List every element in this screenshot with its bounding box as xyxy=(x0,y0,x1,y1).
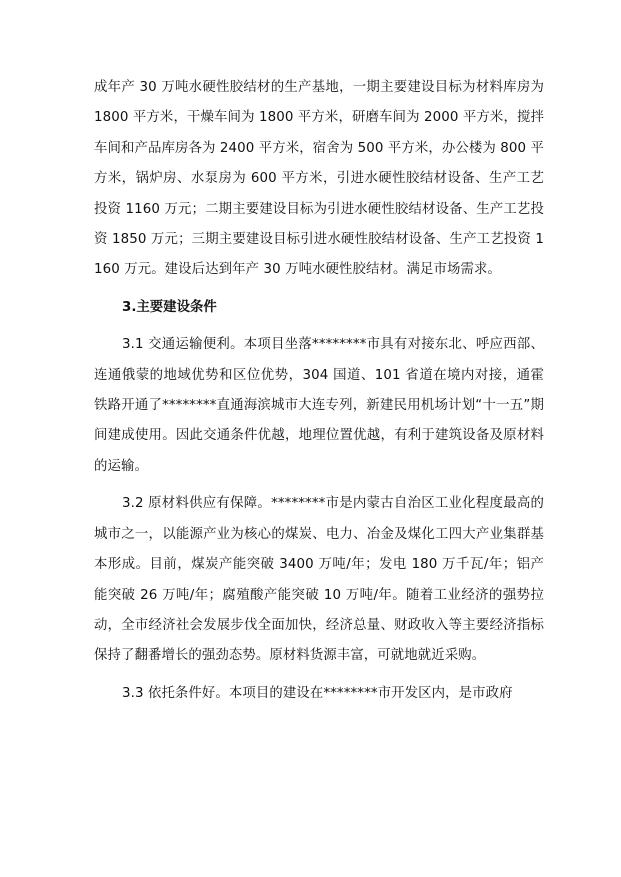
paragraph-gap xyxy=(94,672,544,679)
section-3-3-paragraph: 3.3 依托条件好。本项目的建设在********市开发区内，是市政府 xyxy=(122,685,513,701)
paragraph-gap xyxy=(94,482,544,489)
section-3-1-paragraph: 3.1 交通运输便利。本项目坐落********市具有对接东北、呼应西部、连通俄蒙的地域优势和区位优势，304 国道、101 省道在境内对接，通霍铁路开通了********直通海滨城市大连专列，新建民用机场计划“十一五”期间建成使用。因此交通条件优越，地理位置优越，有利于建筑设备及原材料的运输。 xyxy=(94,337,544,474)
section-heading: 3.主要建设条件 xyxy=(122,299,217,315)
document-body xyxy=(94,73,544,709)
section-3-2-paragraph: 3.2 原材料供应有保障。********市是内蒙古自治区工业化程度最高的城市之一，以能源产业为核心的煤炭、电力、冶金及煤化工四大产业集群基本形成。目前，煤炭产能突破 3400 万吨/年；发电 180 万千瓦/年；铝产能突破 26 万吨/年；腐殖酸产能突破 10 万吨/年。随着工业经济的强势拉动，全市经济社会发展步伐全面加快，经济总量、财政收入等主要经济指标保持了翻番增长的强劲态势。原材料货源丰富，可就地就近采购。 xyxy=(94,496,544,664)
paragraph-gap xyxy=(94,286,544,293)
paragraph-gap xyxy=(94,323,544,330)
intro-paragraph: 成年产 30 万吨水硬性胶结材的生产基地，一期主要建设目标为材料库房为 1800 平方米，干燥车间为 1800 平方米，研磨车间为 2000 平方米，搅拌车间和产品库房各为 2400 平方米，宿舍为 500 平方米，办公楼为 800 平方米，锅炉房、水泵房为 600 平方米，引进水硬性胶结材设备、生产工艺投资 1160 万元；二期主要建设目标为引进水硬性胶结材设备、生产工艺投资 1850 万元；三期主要建设目标引进水硬性胶结材设备、生产工艺投资 1160 万元。建设后达到年产 30 万吨水硬性胶结材。满足市场需求。 xyxy=(94,80,544,278)
